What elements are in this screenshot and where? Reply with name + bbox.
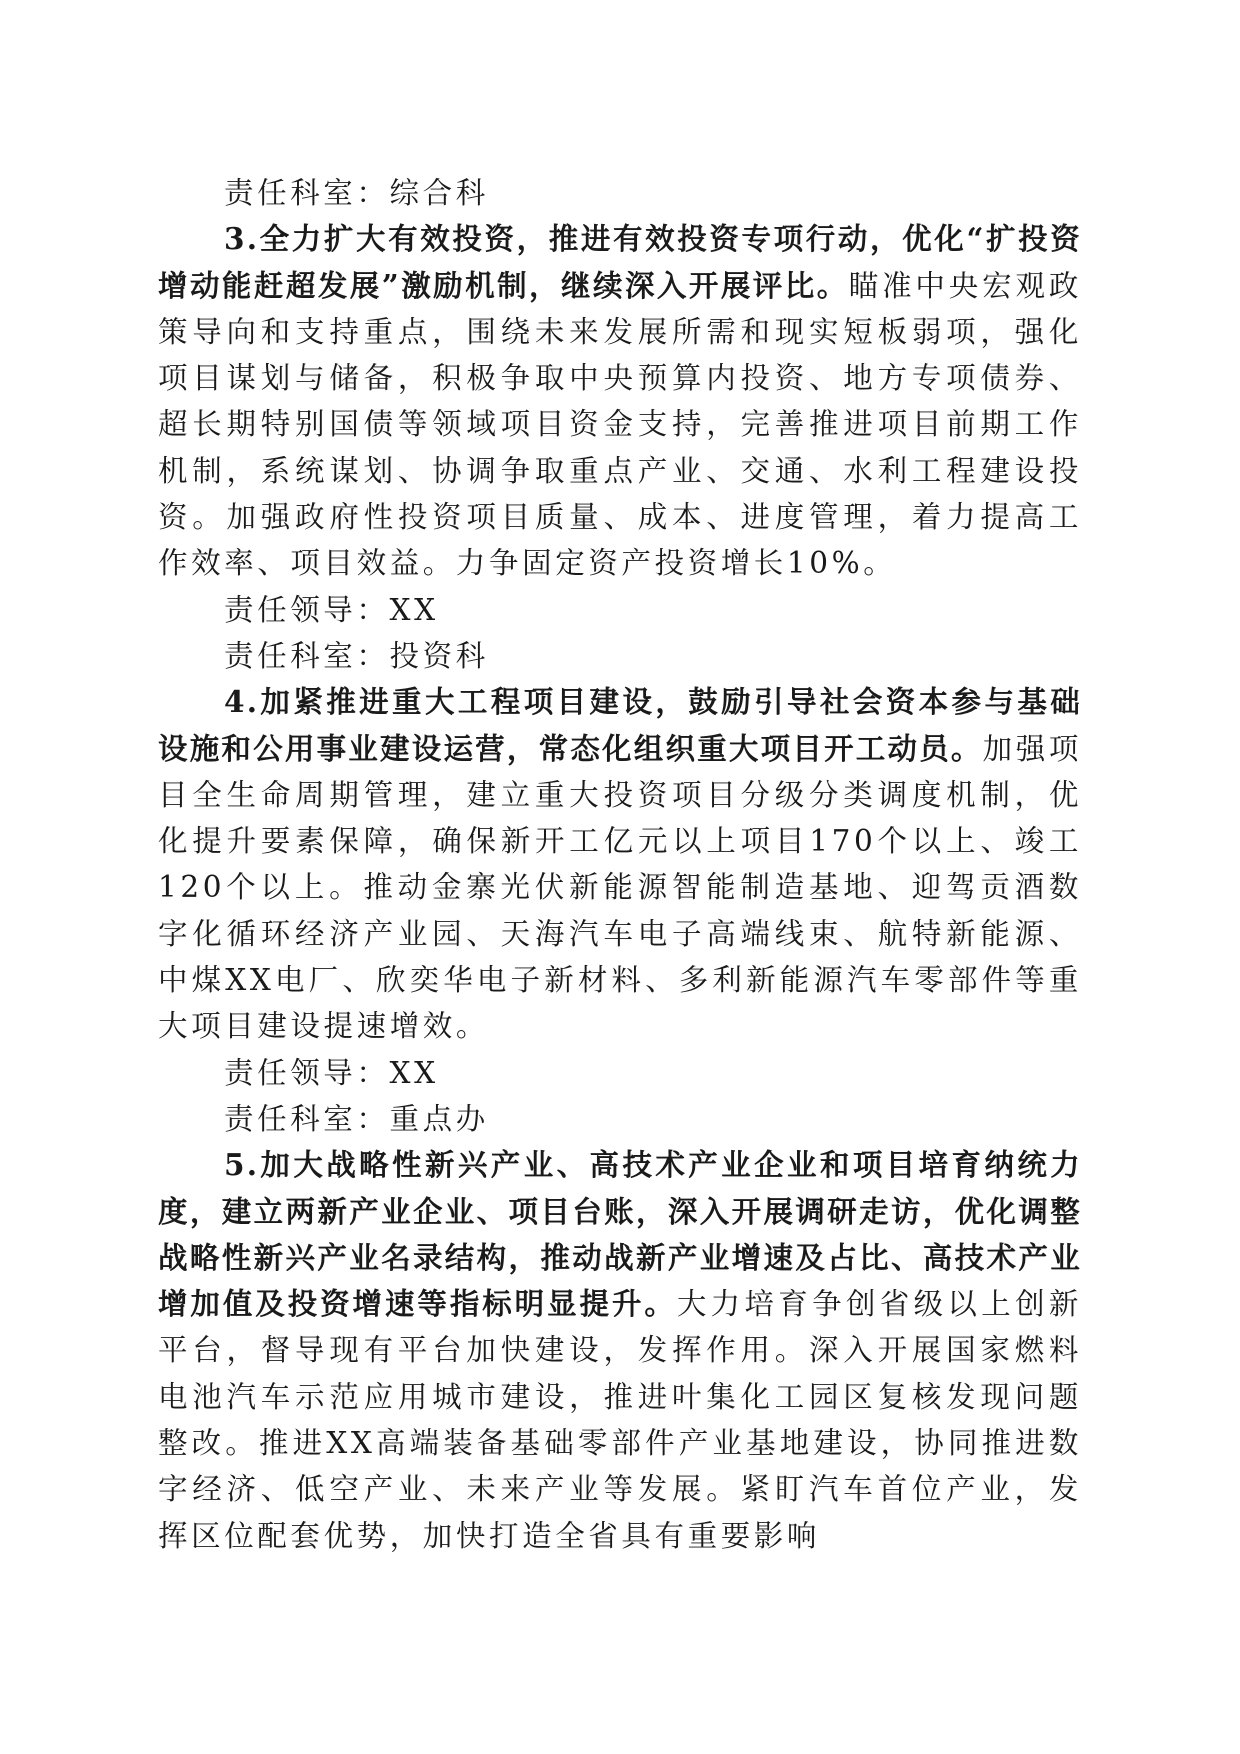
work-item-4 xyxy=(158,679,1082,1049)
responsible-office-line: 责任科室：重点办 xyxy=(224,1101,489,1136)
responsible-office-line: 责任科室：综合科 xyxy=(224,176,489,210)
document-page xyxy=(158,170,1082,1559)
work-item-body: 加强项目全生命周期管理，建立重大投资项目分级分类调度机制，优化提升要素保障，确保新开工亿元以上项目170个以上、竣工120个以上。推动金寨光伏新能源智能制造基地、迎驾贡酒数字化循环经济产业园、天海汽车电子高端线束、航特新能源、中煤XX电厂、欣奕华电子新材料、多利新能源汽车零部件等重大项目建设提速增效。 xyxy=(158,731,1082,1044)
responsible-leader-line: 责任领导：XX xyxy=(224,592,439,627)
work-item-heading: 4.加紧推进重大工程项目建设，鼓励引导社会资本参与基础设施和公用事业建设运营，常态化组织重大项目开工动员。 xyxy=(158,684,1082,766)
work-item-heading: 5.加大战略性新兴产业、高技术产业企业和项目培育纳统力度，建立两新产业企业、项目台账，深入开展调研走访，优化调整战略性新兴产业名录结构，推动战新产业增速及占比、高技术产业增加值及投资增速等指标明显提升。 xyxy=(158,1147,1082,1322)
work-item-5 xyxy=(158,1142,1082,1559)
responsible-office-line: 责任科室：投资科 xyxy=(224,638,489,673)
work-item-heading: 3.全力扩大有效投资，推进有效投资专项行动，优化“扩投资增动能赶超发展”激励机制，继续深入开展评比。 xyxy=(158,221,1082,303)
work-item-3 xyxy=(158,216,1082,586)
responsible-leader-line: 责任领导：XX xyxy=(224,1055,439,1090)
work-item-body: 大力培育争创省级以上创新平台，督导现有平台加快建设，发挥作用。深入开展国家燃料电池汽车示范应用城市建设，推进叶集化工园区复核发现问题整改。推进XX高端装备基础零部件产业基地建设，协同推进数字经济、低空产业、未来产业等发展。紧盯汽车首位产业，发挥区位配套优势，加快打造全省具有重要影响 xyxy=(158,1287,1082,1553)
work-item-body: 瞄准中央宏观政策导向和支持重点，围绕未来发展所需和现实短板弱项，强化项目谋划与储备，积极争取中央预算内投资、地方专项债券、超长期特别国债等领域项目资金支持，完善推进项目前期工作机制，系统谋划、协调争取重点产业、交通、水利工程建设投资。加强政府性投资项目质量、成本、进度管理，着力提高工作效率、项目效益。力争固定资产投资增长10%。 xyxy=(158,268,1082,581)
